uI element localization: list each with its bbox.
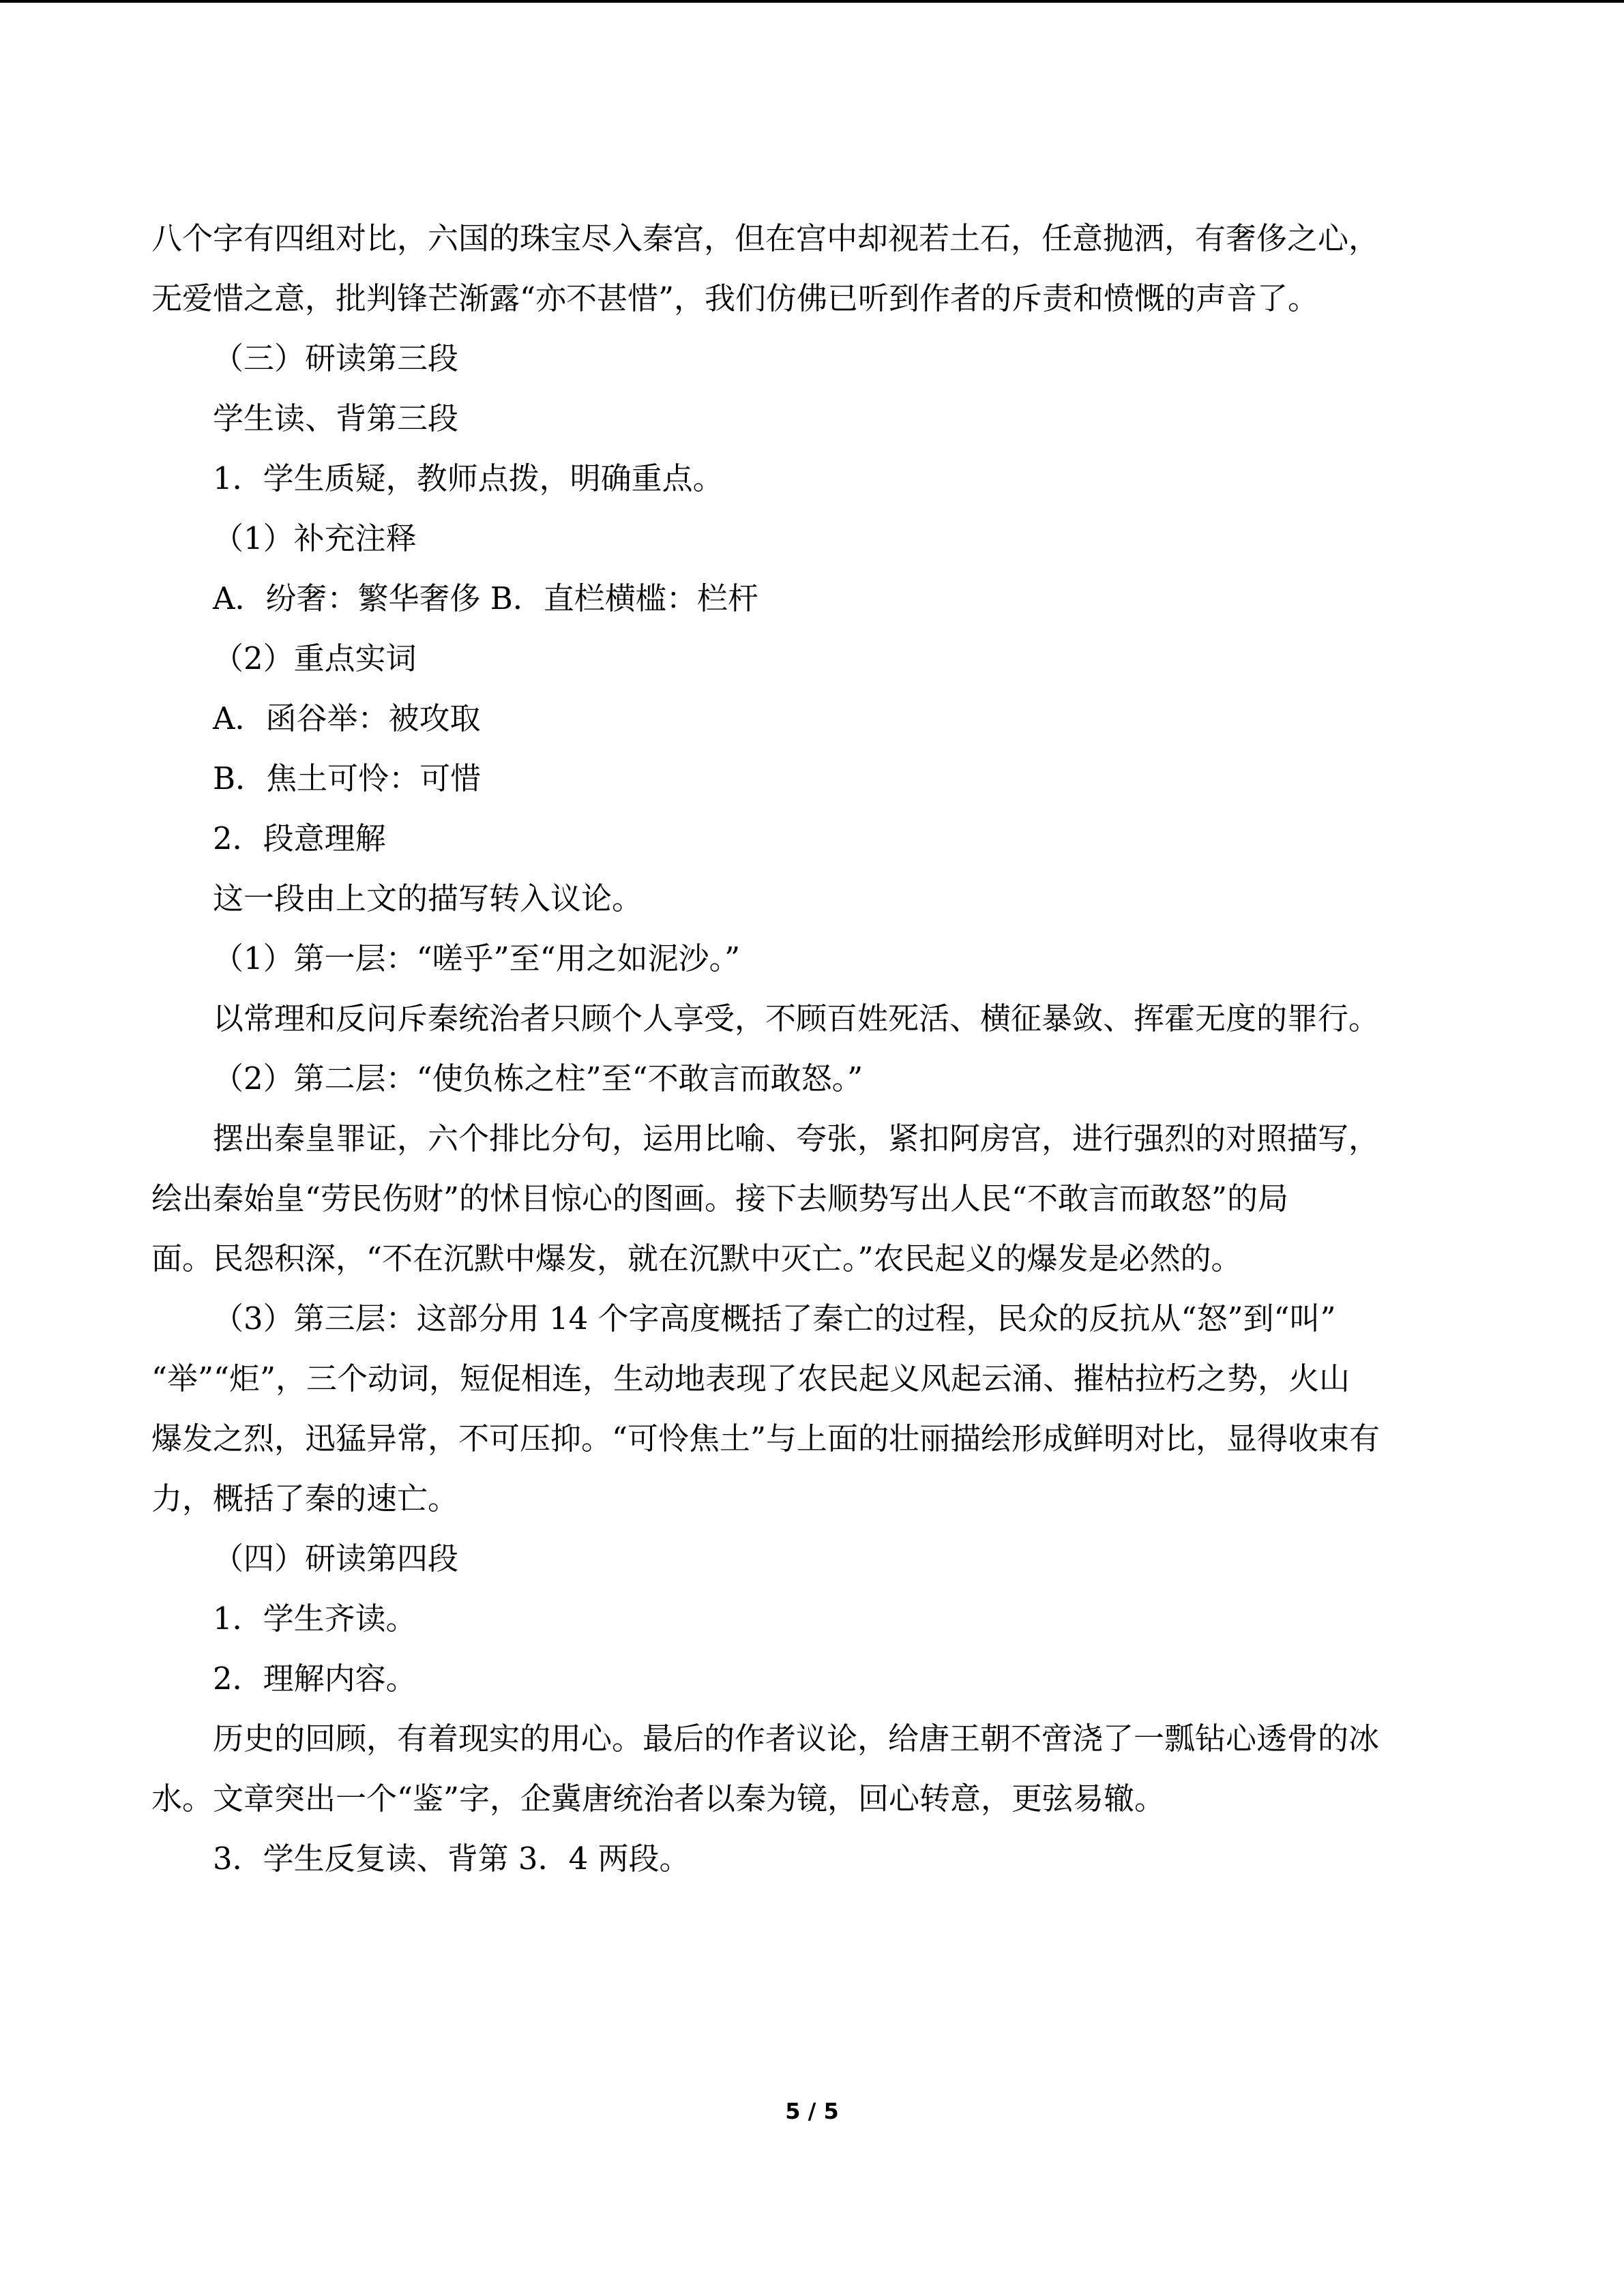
- text-line: 力，概括了秦的速亡。: [151, 1480, 459, 1517]
- text-line: 绘出秦始皇“劳民伤财”的怵目惊心的图画。接下去顺势写出人民“不敢言而敢怒”的局: [151, 1180, 1289, 1217]
- text-line: 无爱惜之意，批判锋芒渐露“亦不甚惜”，我们仿佛已听到作者的斥责和愤慨的声音了。: [151, 280, 1319, 316]
- text-line: 2．段意理解: [213, 820, 386, 856]
- text-line: 2．理解内容。: [213, 1660, 417, 1697]
- text-line: 1．学生齐读。: [213, 1600, 417, 1637]
- text-line: “举”“炬”，三个动词，短促相连，生动地表现了农民起义风起云涌、摧枯拉朽之势，火山: [151, 1360, 1350, 1397]
- text-line: （1）补充注释: [213, 520, 417, 556]
- text-line: 以常理和反问斥秦统治者只顾个人享受，不顾百姓死活、横征暴敛、挥霍无度的罪行。: [213, 1000, 1380, 1037]
- text-line: B．焦土可怜：可惜: [213, 760, 482, 796]
- text-line: （四）研读第四段: [213, 1540, 459, 1577]
- text-line: （2）重点实词: [213, 640, 417, 676]
- text-line: A．函谷举：被攻取: [213, 700, 481, 736]
- text-line: （3）第三层：这部分用 14 个字高度概括了秦亡的过程，民众的反抗从“怒”到“叫”: [213, 1300, 1336, 1337]
- text-line: 摆出秦皇罪证，六个排比分句，运用比喻、夸张，紧扣阿房宫，进行强烈的对照描写，: [213, 1120, 1380, 1157]
- document-body: [151, 209, 1487, 1889]
- text-line: 1．学生质疑，教师点拨，明确重点。: [213, 460, 724, 496]
- text-line: A．纷奢：繁华奢侈 B．直栏横槛：栏杆: [213, 580, 758, 616]
- text-line: 这一段由上文的描写转入议论。: [213, 880, 643, 916]
- text-line: 水。文章突出一个“鉴”字，企冀唐统治者以秦为镜，回心转意，更弦易辙。: [151, 1780, 1166, 1817]
- text-line: 3．学生反复读、背第 3．4 两段。: [213, 1840, 690, 1877]
- text-line: 学生读、背第三段: [213, 400, 459, 436]
- page-top-border: [0, 0, 1624, 3]
- text-line: 八个字有四组对比，六国的珠宝尽入秦宫，但在宫中却视若土石，任意抛洒，有奢侈之心，: [151, 220, 1380, 256]
- text-line: （2）第二层：“使负栋之柱”至“不敢言而敢怒。”: [213, 1060, 863, 1097]
- text-line: （1）第一层：“嗟乎”至“用之如泥沙。”: [213, 940, 741, 976]
- text-line: 历史的回顾，有着现实的用心。最后的作者议论，给唐王朝不啻浇了一瓢钻心透骨的冰: [213, 1720, 1380, 1757]
- page-number: 5 / 5: [785, 2098, 839, 2124]
- text-line: 面。民怨积深，“不在沉默中爆发，就在沉默中灭亡。”农民起义的爆发是必然的。: [151, 1240, 1242, 1277]
- text-line: 爆发之烈，迅猛异常，不可压抑。“可怜焦土”与上面的壮丽描绘形成鲜明对比，显得收束有: [151, 1420, 1381, 1457]
- text-line: （三）研读第三段: [213, 340, 459, 376]
